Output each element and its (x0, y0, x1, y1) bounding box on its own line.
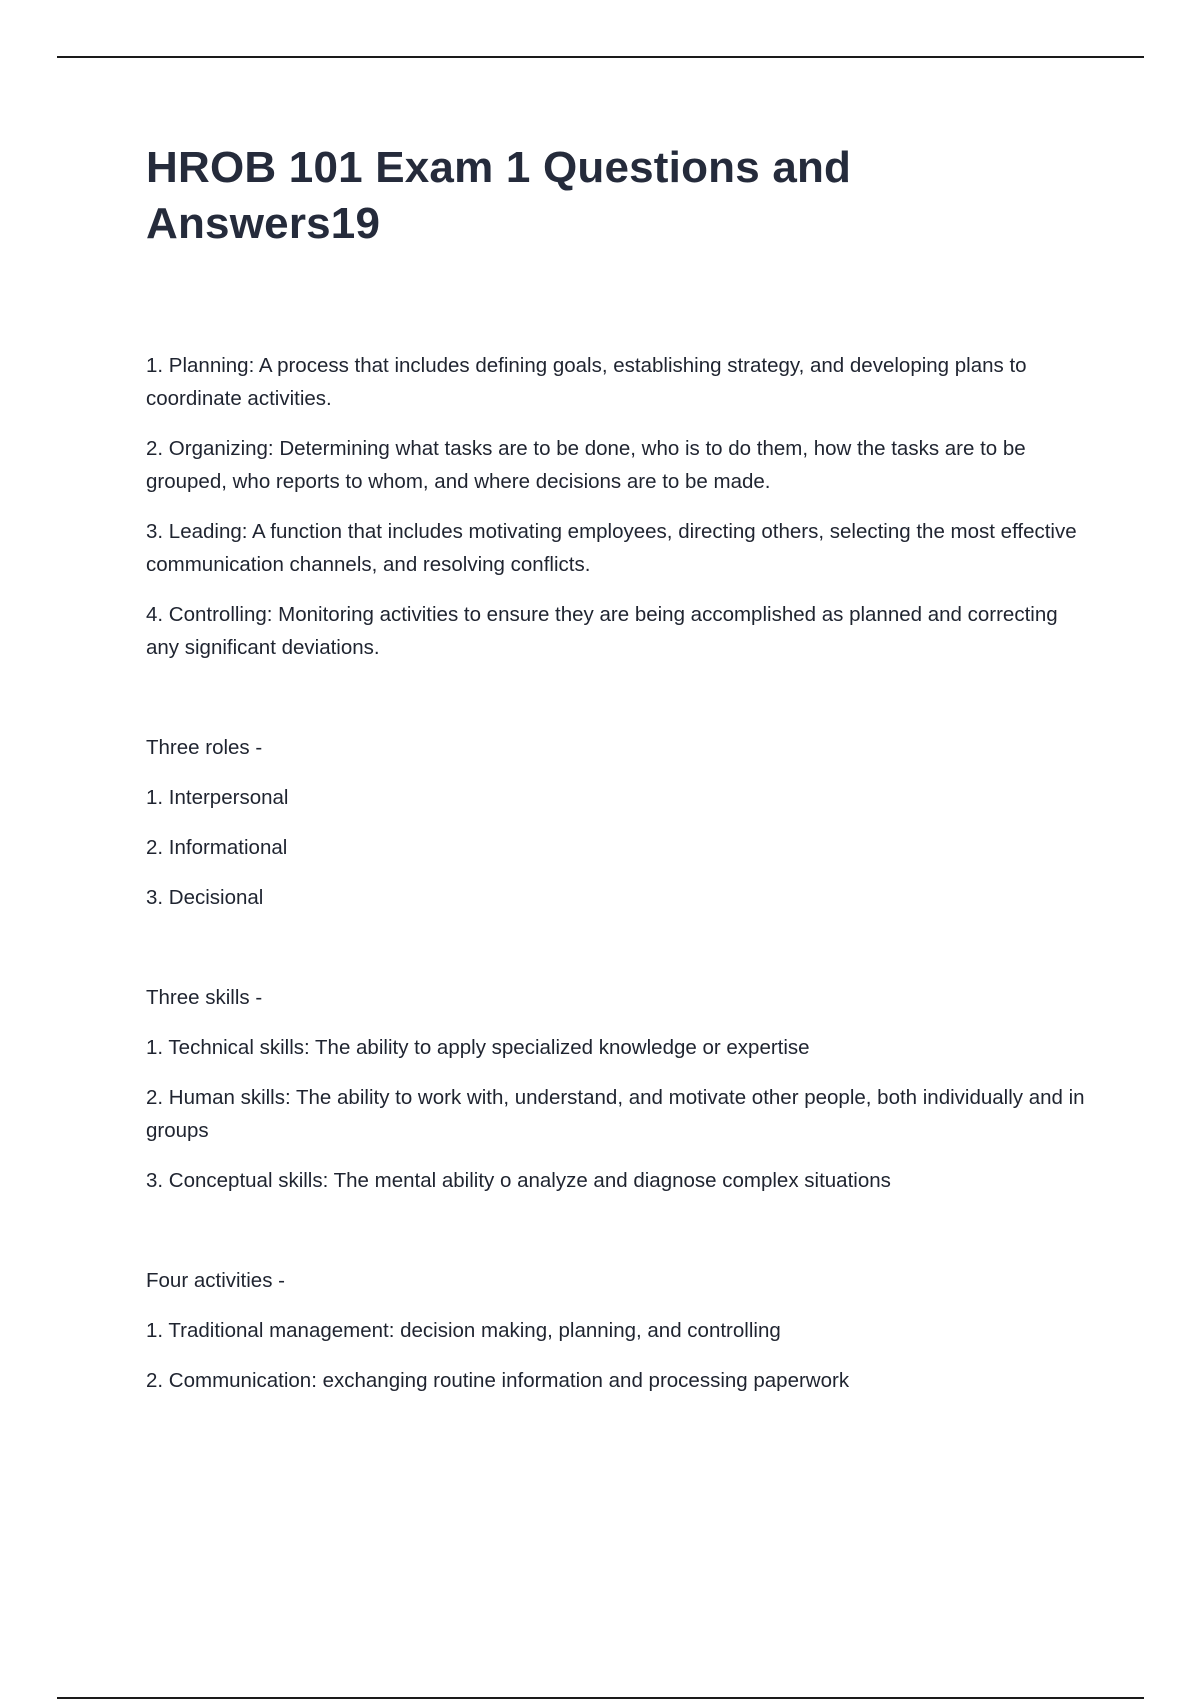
functions-section (146, 349, 1086, 664)
page-title: HROB 101 Exam 1 Questions and Answers19 (146, 143, 852, 248)
skills-section (146, 981, 1086, 1197)
document-content (146, 140, 1086, 1414)
list-item: 2. Informational (146, 836, 288, 859)
roles-section (146, 731, 1086, 914)
list-item: 3. Decisional (146, 886, 264, 909)
section-heading: Three roles - (146, 736, 263, 759)
list-item: 1. Technical skills: The ability to apply specialized knowledge or expertise (146, 1036, 810, 1059)
list-item: 1. Traditional management: decision making, planning, and controlling (146, 1319, 781, 1342)
list-item: 1. Interpersonal (146, 786, 289, 809)
section-heading: Three skills - (146, 986, 263, 1009)
bottom-rule (57, 1697, 1144, 1699)
activities-section (146, 1264, 1086, 1397)
top-rule (57, 56, 1144, 58)
list-item: 1. Planning: A process that includes defining goals, establishing strategy, and developing plans to coordinate activities. (146, 354, 1027, 410)
list-item: 4. Controlling: Monitoring activities to ensure they are being accomplished as planned and correcting any significant deviations. (146, 603, 1058, 659)
list-item: 2. Organizing: Determining what tasks are to be done, who is to do them, how the tasks are to be grouped, who reports to whom, and where decisions are to be made. (146, 437, 1026, 493)
list-item: 2. Human skills: The ability to work with, understand, and motivate other people, both individually and in groups (146, 1086, 1085, 1142)
list-item: 3. Conceptual skills: The mental ability o analyze and diagnose complex situations (146, 1169, 891, 1192)
list-item: 3. Leading: A function that includes motivating employees, directing others, selecting the most effective communication channels, and resolving conflicts. (146, 520, 1077, 576)
list-item: 2. Communication: exchanging routine information and processing paperwork (146, 1369, 850, 1392)
section-heading: Four activities - (146, 1269, 285, 1292)
